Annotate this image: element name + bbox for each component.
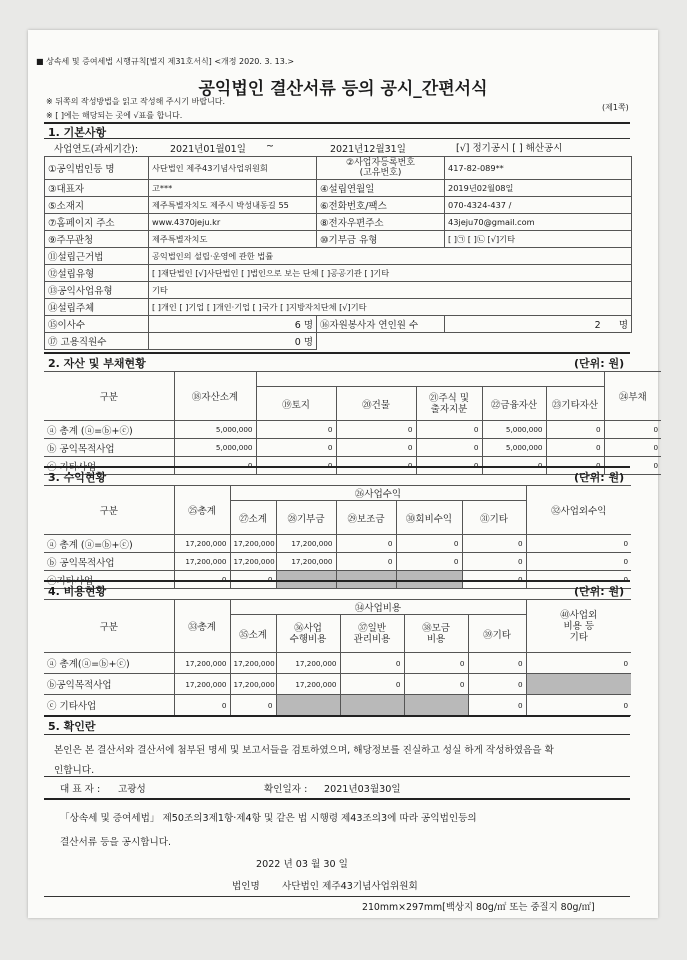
cell-value: 0: [468, 674, 526, 695]
cell-value: 17,200,000: [276, 553, 336, 571]
homepage-value: www.4370jeju.kr: [149, 214, 317, 231]
basic-row: [45, 214, 632, 231]
instruction-note-1: ※ 뒤쪽의 작성방법을 읽고 작성해 주시기 바랍니다.: [46, 97, 226, 106]
directors-count: 6: [294, 320, 301, 331]
address-label: ⑤소재지: [45, 197, 149, 214]
cell-value: 0: [404, 653, 468, 674]
section-3-title: 3. 수익현황: [48, 471, 107, 484]
col-financial: ㉒금융자산: [482, 387, 546, 421]
authority-label: ⑨주무관청: [45, 231, 149, 248]
row-label: ⓐ 총계 (ⓐ=ⓑ+ⓒ): [44, 421, 174, 439]
table-row: [44, 674, 631, 695]
cell-value: 0: [604, 439, 661, 457]
phone-fax-value: 070-4324-437 /: [445, 197, 632, 214]
col-subtotal: ㉟소계: [230, 615, 276, 653]
cell-value: 17,200,000: [230, 653, 276, 674]
cell-value: 5,000,000: [482, 421, 546, 439]
cell-value: 0: [174, 571, 230, 589]
col-category: 구분: [44, 600, 174, 653]
representative-label: ③대표자: [45, 180, 149, 197]
founded-date-label: ④설립연월일: [317, 180, 445, 197]
cell-value: 0: [526, 553, 631, 571]
donation-type-label: ⑩기부금 유형: [317, 231, 445, 248]
org-name-value: 사단법인 제주43기념사업위원회: [282, 881, 418, 892]
cell-value: 0: [526, 535, 631, 553]
col-group-business-income: ㉖사업수익: [230, 486, 526, 501]
corp-name-label: ①공익법인등 명: [45, 157, 149, 180]
basic-row: [45, 333, 632, 350]
cell-value: 0: [174, 695, 230, 716]
confirm-date-value: 2021년03월30일: [324, 784, 401, 795]
col-building: ⑳건물: [336, 387, 416, 421]
shaded-cell: [404, 695, 468, 716]
section-divider: [44, 352, 630, 354]
section-divider: [44, 715, 630, 717]
form-paper: [28, 30, 658, 918]
assets-unit: (단위: 원): [574, 357, 625, 370]
volunteers-unit: 명: [618, 320, 628, 331]
row-label: ⓐ 총계(ⓐ=ⓑ+ⓒ): [44, 653, 174, 674]
address-value: 제주특별자치도 제주시 박성내동길 55: [149, 197, 317, 214]
cell-value: 5,000,000: [174, 439, 256, 457]
confirm-text-line-1: 본인은 본 결산서와 결산서에 첨부된 명세 및 보고서들을 검토하였으며, 해당정보를 진실하고 성실 하게 작성하였음을 확: [54, 745, 554, 756]
table-row: [44, 535, 631, 553]
email-label: ⑧전자우편주소: [317, 214, 445, 231]
law-statement-line-2: 결산서류 등을 공시합니다.: [60, 837, 172, 848]
cell-value: 0: [462, 571, 526, 589]
directors-unit: 명: [303, 320, 313, 331]
cell-value: 0: [526, 571, 631, 589]
cell-value: 17,200,000: [230, 535, 276, 553]
cell-value: 0: [546, 439, 604, 457]
table-row: [44, 421, 661, 439]
table-row: [44, 553, 631, 571]
basic-row: [45, 282, 632, 299]
founder-value: [ ]개인 [ ]기업 [ ]개인·기업 [ ]국가 [ ]지방자치단체 [√]기타: [149, 299, 632, 316]
authority-value: 제주특별자치도: [149, 231, 317, 248]
representative-value: 고***: [149, 180, 317, 197]
col-stock: ㉑주식 및 출자지분: [416, 387, 482, 421]
employees-label: ⑰ 고용직원수: [45, 333, 149, 350]
section-4-title: 4. 비용현황: [48, 585, 107, 598]
col-other: ㊴기타: [468, 615, 526, 653]
email-value: 43jeju70@gmail.com: [445, 214, 632, 231]
representative-sign-label: 대 표 자 :: [60, 784, 101, 795]
section-divider: [44, 466, 630, 468]
cell-value: 0: [230, 571, 276, 589]
cell-value: 17,200,000: [174, 674, 230, 695]
law-statement-line-1: 「상속세 및 증여세법」 제50조의3제1항·제4항 및 같은 법 시행령 제43조의3에 따라 공익법인등의: [60, 813, 477, 824]
form-title: 공익법인 결산서류 등의 공시_간편서식: [198, 79, 488, 99]
col-asset-total: ⑱자산소계: [174, 372, 256, 421]
shaded-cell: [340, 695, 404, 716]
period-end: 2021년12월31일: [330, 144, 406, 155]
basic-row: [45, 316, 632, 333]
cell-value: 0: [416, 421, 482, 439]
cell-value: 0: [174, 457, 256, 475]
employees-unit: 명: [303, 337, 313, 348]
period-label: 사업연도(과세기간):: [54, 144, 139, 155]
divider: [44, 776, 630, 777]
col-non-business-expense: ㊵사업외 비용 등 기타: [526, 600, 631, 653]
cell-value: 0: [256, 439, 336, 457]
basis-law-label: ⑪설립근거법: [45, 248, 149, 265]
cell-value: 0: [468, 695, 526, 716]
biz-reg-no-label: ②사업자등록번호 (고유번호): [317, 157, 445, 180]
basic-row: [45, 248, 632, 265]
cell-value: 0: [396, 535, 462, 553]
row-label: ⓑ공익목적사업: [44, 674, 174, 695]
col-admin-cost: ㊲일반 관리비용: [340, 615, 404, 653]
col-group-business-expense: ㉞사업비용: [230, 600, 526, 615]
col-donation: ㉘기부금: [276, 501, 336, 535]
assets-table: [44, 371, 661, 475]
basic-row: [45, 265, 632, 282]
donation-type-value: [ ]㉠ [ ]㉡ [√]기타: [445, 231, 632, 248]
row-label: ⓒ 기타사업: [44, 695, 174, 716]
directors-label: ⑮이사수: [45, 316, 149, 333]
section-5-title: 5. 확인란: [48, 720, 96, 733]
biz-type-label: ⑬공익사업유형: [45, 282, 149, 299]
basis-law-value: 공익법인의 설립·운영에 관한 법률: [149, 248, 632, 265]
cell-value: 17,200,000: [174, 535, 230, 553]
col-fundraising-cost: ㊳모금 비용: [404, 615, 468, 653]
cell-value: 0: [604, 421, 661, 439]
row-label: ⓐ 총계 (ⓐ=ⓑ+ⓒ): [44, 535, 174, 553]
cell-value: 0: [336, 457, 416, 475]
establish-type-label: ⑫설립유형: [45, 265, 149, 282]
homepage-label: ⑦홈페이지 주소: [45, 214, 149, 231]
cell-value: 0: [396, 553, 462, 571]
volunteers-value: [445, 316, 632, 333]
table-row: [44, 439, 661, 457]
directors-value: [149, 316, 317, 333]
volunteers-label: ⑯자원봉사자 연인원 수: [317, 316, 445, 333]
founded-date-value: 2019년02월08일: [445, 180, 632, 197]
biz-reg-no-value: 417-82-089**: [445, 157, 632, 180]
cell-value: 0: [482, 457, 546, 475]
cell-value: 5,000,000: [482, 439, 546, 457]
section-divider: [44, 122, 630, 124]
page-number: (제1쪽): [602, 103, 629, 112]
shaded-cell: [276, 695, 340, 716]
cell-value: 0: [468, 653, 526, 674]
divider: [44, 138, 630, 139]
col-project-cost: ㊱사업 수행비용: [276, 615, 340, 653]
cell-value: 0: [526, 695, 631, 716]
cell-value: 0: [340, 674, 404, 695]
period-start: 2021년01월01일: [170, 144, 246, 155]
basic-row: [45, 180, 632, 197]
cell-value: 0: [416, 439, 482, 457]
col-land: ⑲토지: [256, 387, 336, 421]
cell-value: 0: [336, 553, 396, 571]
col-income-total: ㉕총계: [174, 486, 230, 535]
employees-value: [149, 333, 317, 350]
cell-value: 0: [404, 674, 468, 695]
confirm-text-line-2: 인합니다.: [54, 765, 95, 776]
corp-name-value: 사단법인 제주43기념사업위원회: [149, 157, 317, 180]
cell-value: 17,200,000: [276, 674, 340, 695]
col-other: ㉛기타: [462, 501, 526, 535]
cell-value: 0: [546, 421, 604, 439]
cell-value: 0: [546, 457, 604, 475]
basic-row: [45, 299, 632, 316]
cell-value: 0: [256, 457, 336, 475]
form-reference: ■ 상속세 및 증여세법 시행규칙[별지 제31호서식] <개정 2020. 3. 13.>: [36, 57, 295, 66]
divider: [44, 896, 630, 897]
cell-value: 17,200,000: [174, 653, 230, 674]
instruction-note-2: ※ [ ]에는 해당되는 곳에 √표를 합니다.: [46, 111, 183, 120]
cell-value: 0: [336, 439, 416, 457]
org-name-label: 법인명: [232, 881, 260, 892]
table-row: [44, 695, 631, 716]
cell-value: 0: [462, 535, 526, 553]
cell-value: 17,200,000: [230, 553, 276, 571]
biz-type-value: 기타: [149, 282, 632, 299]
row-label: ⓑ 공익목적사업: [44, 553, 174, 571]
assets-header-row: [44, 372, 661, 387]
paper-spec: 210mm×297mm[백상지 80g/㎡ 또는 중질지 80g/㎡]: [362, 902, 595, 913]
col-subtotal: ㉗소계: [230, 501, 276, 535]
disclosure-type: [√] 정기공시 [ ] 해산공시: [456, 143, 563, 154]
period-tilde: ~: [266, 141, 274, 152]
basic-info-table: [44, 156, 632, 350]
basic-row: [45, 157, 632, 180]
confirm-date-label: 확인일자 :: [264, 784, 308, 795]
col-non-business-income: ㉜사업외수익: [526, 486, 631, 535]
cell-value: 0: [526, 653, 631, 674]
col-expense-total: ㉝총계: [174, 600, 230, 653]
basic-row: [45, 231, 632, 248]
cell-value: 17,200,000: [276, 653, 340, 674]
cell-value: 0: [336, 535, 396, 553]
row-label: ⓑ 공익목적사업: [44, 439, 174, 457]
table-row: [44, 653, 631, 674]
expense-unit: (단위: 원): [574, 585, 625, 598]
col-membership: ㉚회비수익: [396, 501, 462, 535]
cell-value: 17,200,000: [230, 674, 276, 695]
section-2-title: 2. 자산 및 부채현황: [48, 357, 146, 370]
cell-value: 0: [230, 695, 276, 716]
col-category: 구분: [44, 486, 174, 535]
cell-value: 0: [604, 457, 661, 475]
employees-count: 0: [294, 337, 301, 348]
phone-fax-label: ⑥전화번호/팩스: [317, 197, 445, 214]
cell-value: 17,200,000: [174, 553, 230, 571]
section-divider: [44, 580, 630, 582]
divider: [44, 734, 630, 735]
cell-value: 0: [462, 553, 526, 571]
volunteers-count: 2: [594, 320, 601, 331]
expense-table: [44, 599, 631, 716]
cell-value: 0: [256, 421, 336, 439]
cell-value: 0: [336, 421, 416, 439]
section-1-title: 1. 기본사항: [48, 126, 107, 139]
income-table: [44, 485, 631, 589]
col-subsidy: ㉙보조금: [336, 501, 396, 535]
income-unit: (단위: 원): [574, 471, 625, 484]
cell-value: 0: [416, 457, 482, 475]
row-label: ⓒ기타사업: [44, 571, 174, 589]
representative-sign-name: 고광성: [118, 784, 146, 795]
income-header-row: [44, 486, 631, 501]
col-category: 구분: [44, 372, 174, 421]
row-label: ⓒ 기타사업: [44, 457, 174, 475]
founder-label: ⑭설립주체: [45, 299, 149, 316]
section-divider: [44, 798, 630, 800]
col-debt: ㉔부채: [604, 372, 661, 421]
expense-header-row: [44, 600, 631, 615]
shaded-cell: [526, 674, 631, 695]
cell-value: 17,200,000: [276, 535, 336, 553]
cell-value: 5,000,000: [174, 421, 256, 439]
cell-value: 0: [340, 653, 404, 674]
establish-type-value: [ ]재단법인 [√]사단법인 [ ]법인으로 보는 단체 [ ]공공기관 [ ]기타: [149, 265, 632, 282]
disclosure-date: 2022 년 03 월 30 일: [256, 859, 348, 870]
basic-row: [45, 197, 632, 214]
col-other-assets: ㉓기타자산: [546, 387, 604, 421]
